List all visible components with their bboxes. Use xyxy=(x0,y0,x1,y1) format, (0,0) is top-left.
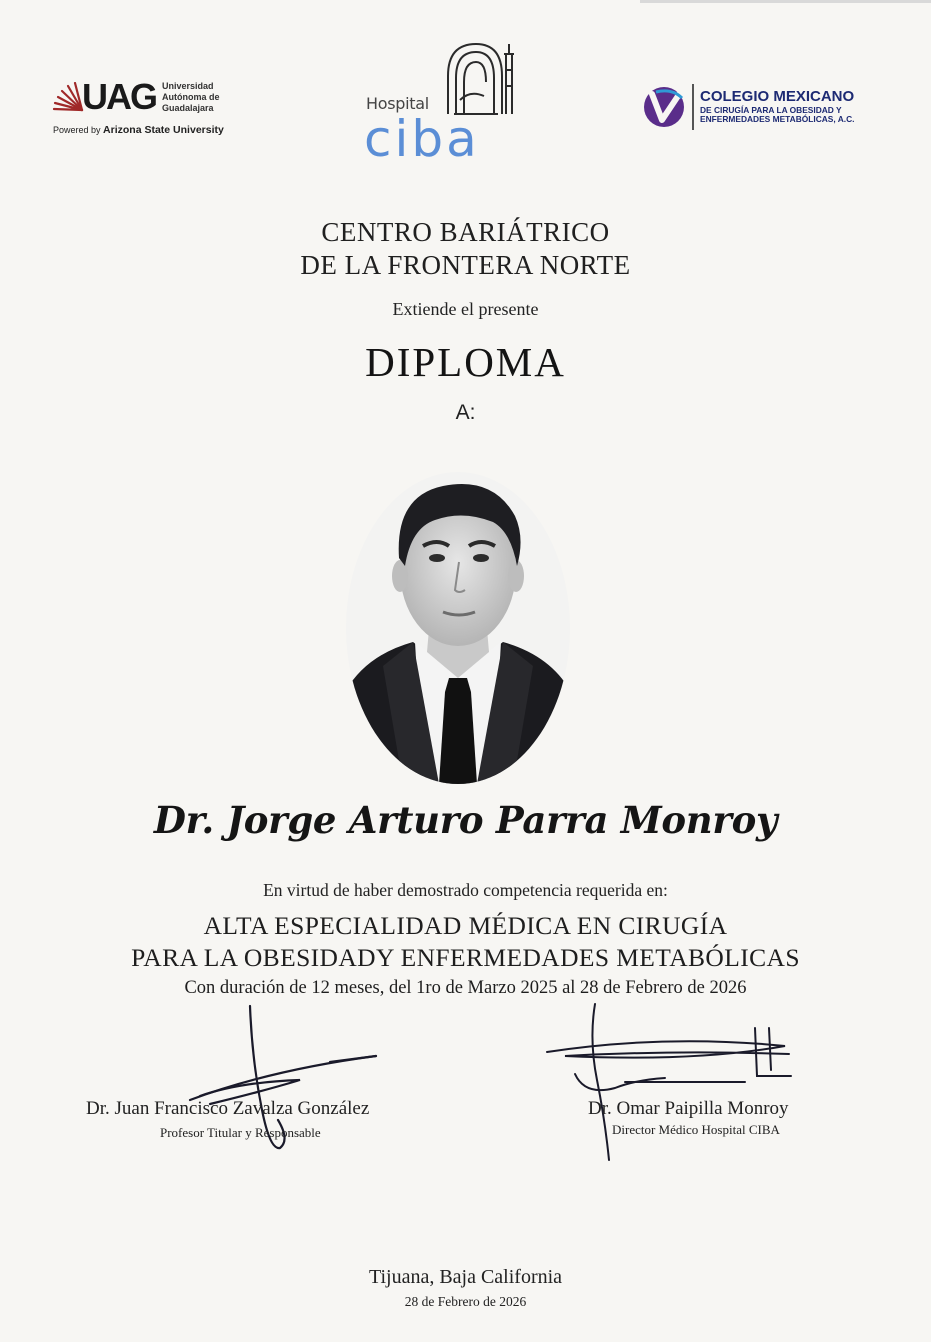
colegio-subtitle-line1: DE CIRUGÍA PARA LA OBESIDAD Y xyxy=(700,105,842,115)
competence-intro: En virtud de haber demostrado competencia requerida en: xyxy=(263,880,668,900)
diploma-title: DIPLOMA xyxy=(365,339,566,385)
uag-powered-prefix: Powered by xyxy=(53,125,101,135)
recipient-name: Dr. Jorge Arturo Parra Monroy xyxy=(153,798,778,842)
organization-name xyxy=(0,216,931,282)
colegio-mexicano-logo xyxy=(642,80,882,136)
duration-text: Con duración de 12 meses, del 1ro de Marzo 2025 al 28 de Febrero de 2026 xyxy=(184,978,747,998)
signer-1-name: Dr. Juan Francisco Zavalza González xyxy=(86,1098,370,1119)
signer-2-role: Director Médico Hospital CIBA xyxy=(612,1122,780,1137)
colegio-mark-icon xyxy=(642,84,692,130)
uag-name-line1: Universidad xyxy=(162,81,214,91)
colegio-title: COLEGIO MEXICANO xyxy=(700,88,855,105)
uag-name-line2: Autónoma de xyxy=(162,92,220,102)
ciba-wordmark: ciba xyxy=(364,110,480,168)
issue-city: Tijuana, Baja California xyxy=(368,1266,563,1288)
uag-name xyxy=(162,81,220,114)
signer-2-name: Dr. Omar Paipilla Monroy xyxy=(588,1098,789,1119)
uag-letters: UAG xyxy=(82,76,156,117)
uag-fan-icon xyxy=(52,82,84,112)
extiende-text: Extiende el presente xyxy=(392,299,539,319)
hospital-ciba-logo xyxy=(362,40,518,168)
to-label: A: xyxy=(455,401,476,424)
specialty-line1: ALTA ESPECIALIDAD MÉDICA EN CIRUGÍA xyxy=(203,911,728,940)
arch-tower-icon xyxy=(440,40,518,116)
specialty-line2: PARA LA OBESIDADY ENFERMEDADES METABÓLICAS xyxy=(131,943,800,972)
organization-name-line1: CENTRO BARIÁTRICO xyxy=(321,217,610,247)
colegio-subtitle xyxy=(700,106,854,124)
uag-logo xyxy=(52,78,227,140)
uag-powered-name: Arizona State University xyxy=(103,124,224,136)
scan-edge-shadow xyxy=(640,0,931,3)
colegio-divider xyxy=(692,84,694,130)
ciba-hospital-label: Hospital xyxy=(366,94,429,113)
uag-powered-by xyxy=(53,124,224,136)
colegio-subtitle-line2: ENFERMEDADES METABÓLICAS, A.C. xyxy=(700,114,855,124)
recipient-portrait xyxy=(343,466,573,784)
signer-1-role: Profesor Titular y Responsable xyxy=(160,1125,321,1140)
specialty xyxy=(0,910,931,974)
organization-name-line2: DE LA FRONTERA NORTE xyxy=(300,250,631,280)
issue-date: 28 de Febrero de 2026 xyxy=(404,1294,527,1309)
uag-name-line3: Guadalajara xyxy=(162,103,214,113)
